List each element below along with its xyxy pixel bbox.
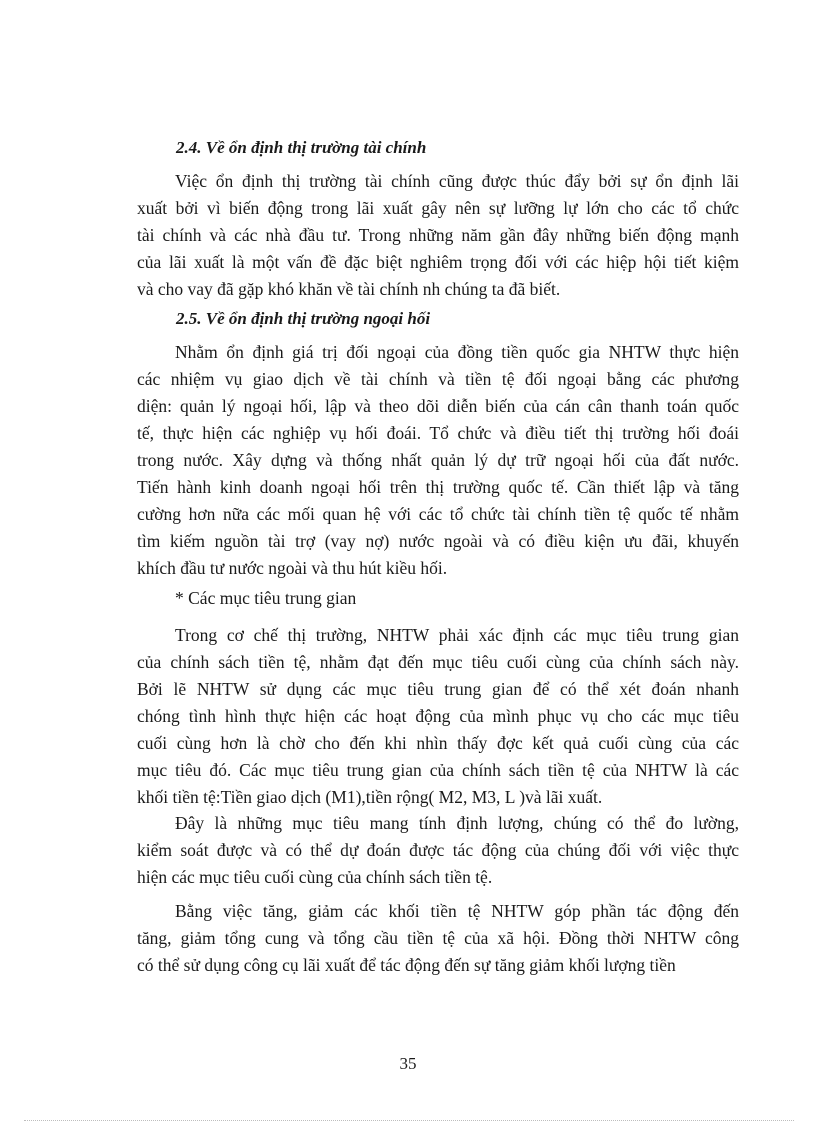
- footer-dotted-rule: [24, 1120, 794, 1121]
- paragraph-line: và cho vay đã gặp khó khăn về tài chính nh chúng ta đã biết.: [137, 279, 561, 299]
- paragraph-line: chóng tình hình thực hiện các hoạt động của mình phục vụ cho các mục tiêu: [137, 706, 739, 726]
- bullet-heading-intermediate-targets: * Các mục tiêu trung gian: [175, 588, 357, 608]
- paragraph-line: khích đầu tư nước ngoài và thu hút kiều hối.: [137, 558, 448, 578]
- paragraph-line: Việc ổn định thị trường tài chính cũng được thúc đẩy bởi sự ổn định lãi: [175, 171, 739, 191]
- section-heading-2-4: 2.4. Về ổn định thị trường tài chính: [176, 138, 427, 157]
- paragraph-line: khối tiền tệ:Tiền giao dịch (M1),tiền rộng( M2, M3, L )và lãi xuất.: [137, 787, 603, 807]
- paragraph-line: mục tiêu đó. Các mục tiêu trung gian của chính sách tiền tệ của NHTW là các: [137, 760, 739, 780]
- paragraph-line: Bởi lẽ NHTW sử dụng các mục tiêu trung gian để có thể xét đoán nhanh: [137, 679, 739, 699]
- paragraph-line: tăng, giảm tổng cung và tổng cầu tiền tệ của xã hội. Đồng thời NHTW công: [137, 928, 739, 948]
- paragraph-line: các nhiệm vụ giao dịch về tài chính và tiền tệ đối ngoại bằng các phương: [137, 369, 739, 389]
- section-heading-2-5: 2.5. Về ổn định thị trường ngoại hối: [176, 309, 431, 328]
- paragraph-line: kiểm soát được và có thể dự đoán được tác động của chúng đối với việc thực: [137, 840, 739, 860]
- paragraph-line: Trong cơ chế thị trường, NHTW phải xác định các mục tiêu trung gian: [175, 625, 739, 645]
- paragraph-line: của chính sách tiền tệ, nhằm đạt đến mục tiêu cuối cùng của chính sách này.: [137, 652, 739, 672]
- paragraph-line: Đây là những mục tiêu mang tính định lượng, chúng có thể đo lường,: [175, 813, 739, 833]
- paragraph-line: Bằng việc tăng, giảm các khối tiền tệ NHTW góp phần tác động đến: [175, 901, 739, 921]
- paragraph-line: Tiến hành kinh doanh ngoại hối trên thị trường quốc tế. Cần thiết lập và tăng: [137, 477, 739, 497]
- paragraph-line: cường hơn nữa các mối quan hệ với các tổ chức tài chính tiền tệ quốc tế nhằm: [137, 504, 739, 524]
- paragraph-line: hiện các mục tiêu cuối cùng của chính sách tiền tệ.: [137, 867, 493, 887]
- paragraph-line: có thể sử dụng công cụ lãi xuất để tác động đến sự tăng giảm khối lượng tiền: [137, 955, 676, 975]
- paragraph-line: trong nước. Xây dựng và thống nhất quản lý dự trữ ngoại hối của đất nước.: [137, 450, 739, 470]
- paragraph-line: xuất bởi vì biến động trong lãi xuất gây nên sự lưỡng lự lớn cho các tổ chức: [137, 198, 739, 218]
- paragraph-line: tế, thực hiện các nghiệp vụ hối đoái. Tổ chức và điều tiết thị trường hối đoái: [137, 423, 739, 443]
- paragraph-line: tài chính và các nhà đầu tư. Trong những năm gần đây những biến động mạnh: [137, 225, 739, 245]
- paragraph-line: tìm kiếm nguồn tài trợ (vay nợ) nước ngoài và có điều kiện ưu đãi, khuyến: [137, 531, 739, 551]
- paragraph-line: diện: quản lý ngoại hối, lập và theo dõi diễn biến của cán cân thanh toán quốc: [137, 396, 739, 416]
- paragraph-line: cuối cùng hơn là chờ cho đến khi nhìn thấy đợc kết quả cuối cùng của các: [137, 733, 739, 753]
- paragraph-line: của lãi xuất là một vấn đề đặc biệt nghiêm trọng đối với các hiệp hội tiết kiệm: [137, 252, 739, 272]
- paragraph-line: Nhằm ổn định giá trị đối ngoại của đồng tiền quốc gia NHTW thực hiện: [175, 342, 739, 362]
- page-number: 35: [399, 1054, 417, 1073]
